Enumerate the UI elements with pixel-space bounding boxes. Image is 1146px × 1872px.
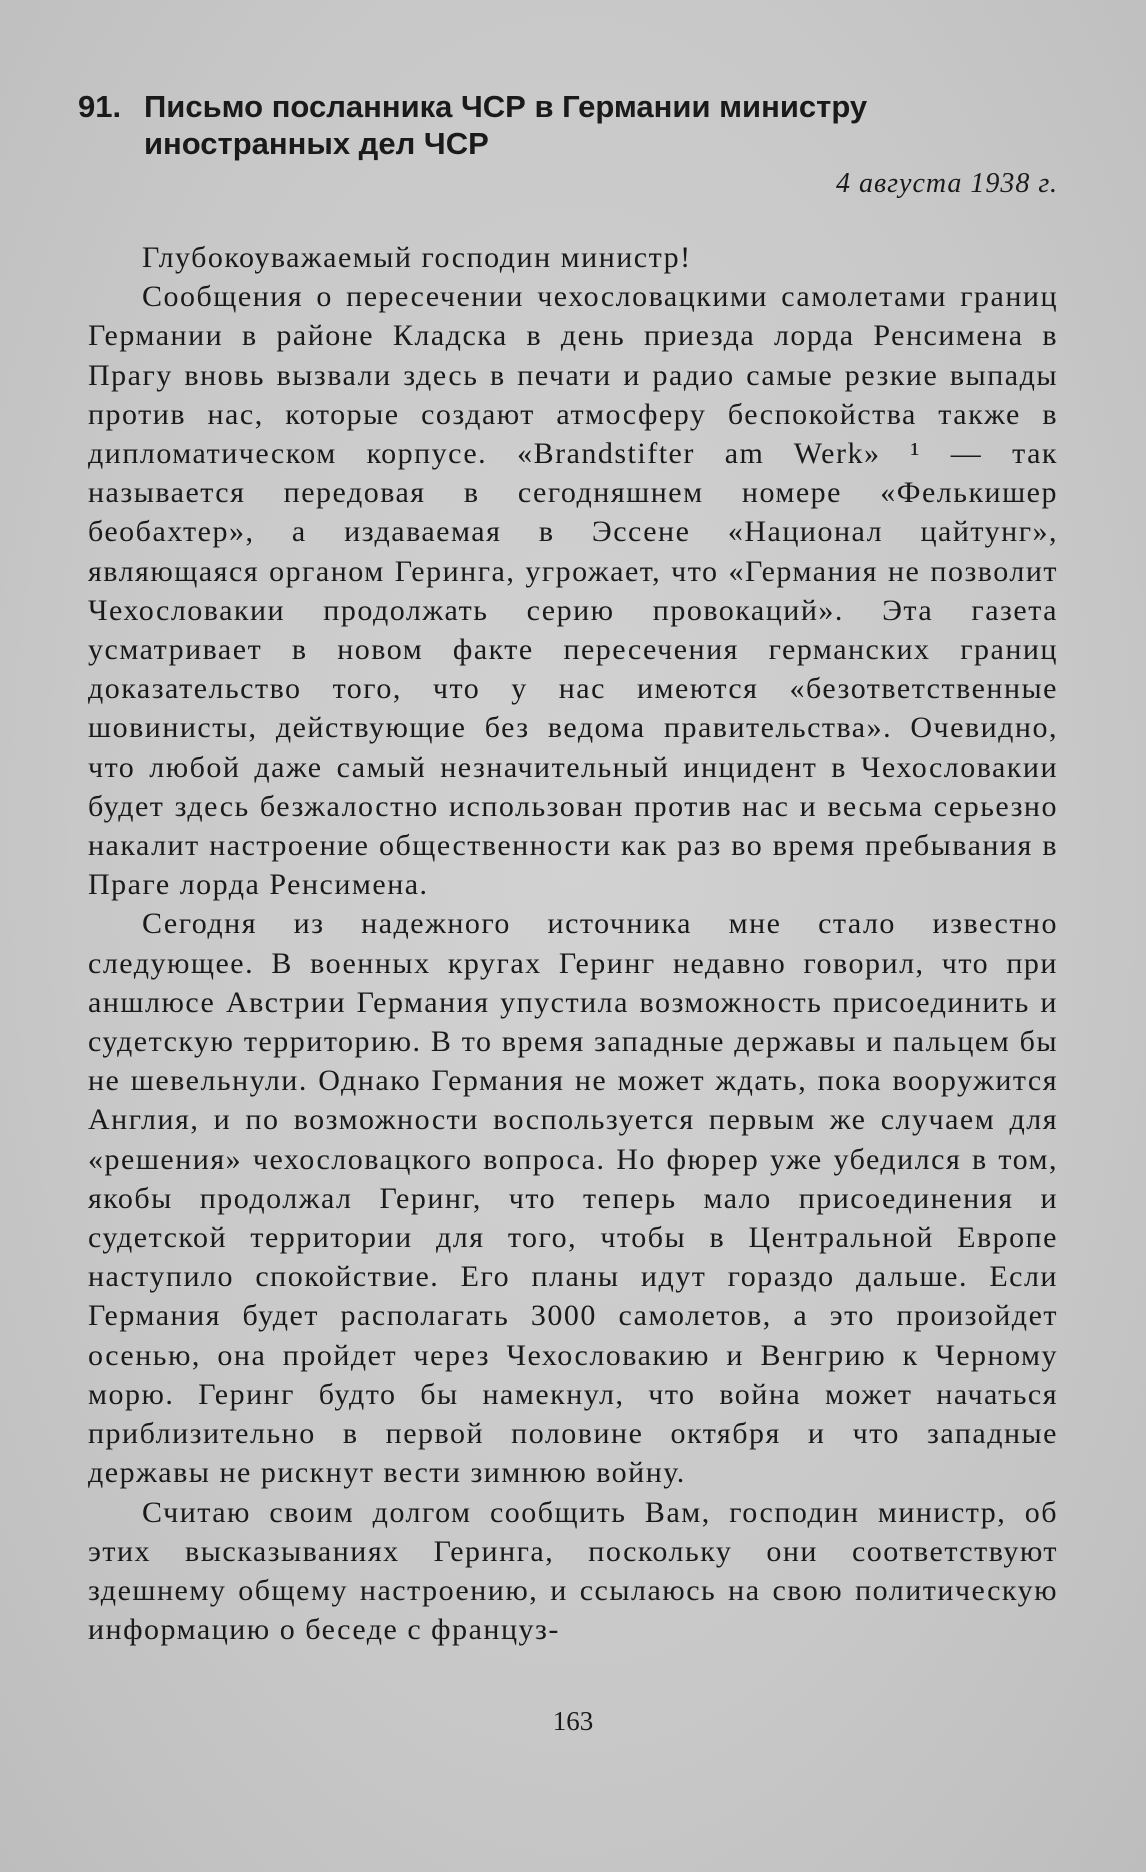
paragraph-2: Сегодня из надежного источника мне стало известно следующее. В военных кругах Геринг недавно говорил, что при аншлюсе Австрии Германия упустила возможность присоединить и судетскую территорию. В то время западные державы и пальцем бы не шевельнули. Однако Германия не может ждать, пока вооружится Англия, и по возможности воспользуется первым же случаем для «решения» чехословацкого вопроса. Но фюрер уже убедился в том, якобы продолжал Геринг, что теперь мало присоединения и судетской территории для того, чтобы в Центральной Европе наступило спокойствие. Его планы идут гораздо дальше. Если Германия будет располагать 3000 самолетов, а это произойдет осенью, она пройдет через Чехословакию и Венгрию к Черному морю. Геринг будто бы намекнул, что война может начаться приблизительно в первой половине октября и что западные державы не рискнут вести зимнюю войну. — [88, 907, 1058, 1490]
document-number: 91. — [78, 89, 122, 124]
page-number: 163 — [552, 1706, 594, 1736]
document-date: 4 августа 1938 г. — [835, 168, 1058, 199]
letter-body — [88, 238, 1058, 1649]
document-heading — [78, 88, 1068, 162]
document-title: Письмо посланника ЧСР в Германии министру иностранных дел ЧСР — [144, 89, 868, 161]
paragraph-3: Считаю своим долгом сообщить Вам, господин министр, об этих высказываниях Геринга, поскольку они соответствуют здешнему общему настроению, и ссылаюсь на свою политическую информацию о беседе с француз- — [88, 1495, 1058, 1647]
salutation: Глубокоуважаемый господин министр! — [142, 241, 692, 274]
paragraph-1: Сообщения о пересечении чехословацкими самолетами границ Германии в районе Кладска в день приезда лорда Ренсимена в Прагу вновь вызвали здесь в печати и радио самые резкие выпады против нас, которые создают атмосферу беспокойства также в дипломатическом корпусе. «Brandstifter am Werk» ¹ — так называется передовая в сегодняшнем номере «Фелькишер беобахтер», а издаваемая в Эссене «Национал цайтунг», являющаяся органом Геринга, угрожает, что «Германия не позволит Чехословакии продолжать серию провокаций». Эта газета усматривает в новом факте пересечения германских границ доказательство того, что у нас имеются «безответственные шовинисты, действующие без ведома правительства». Очевидно, что любой даже самый незначительный инцидент в Чехословакии будет здесь безжалостно использован против нас и весьма серьезно накалит настроение общественности как раз во время пребывания в Праге лорда Ренсимена. — [88, 280, 1058, 902]
